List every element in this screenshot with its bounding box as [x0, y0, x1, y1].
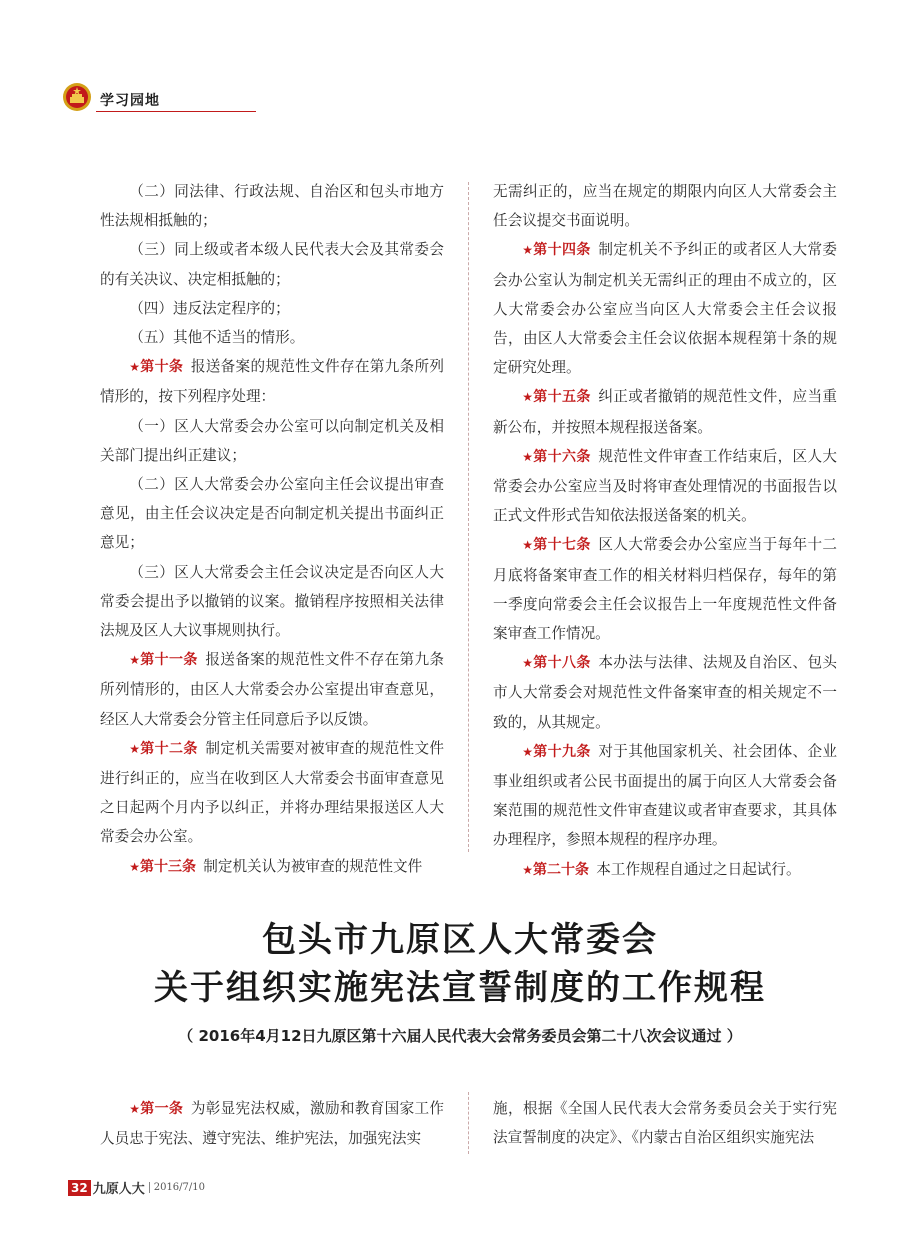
paragraph-text: 报送备案的规范性文件不存在第九条所列情形的，由区人大常委会办公室提出审查意见，经区人大常委会分管主任同意后予以反馈。 — [100, 651, 444, 728]
paragraph — [493, 737, 837, 855]
paragraph-text: 本工作规程自通过之日起试行。 — [596, 860, 801, 878]
issue-date: 2016/7/10 — [149, 1182, 205, 1193]
paragraph — [493, 648, 837, 737]
star-icon: ★ — [129, 1102, 141, 1116]
paragraph-text: 区人大常委会办公室应当于每年十二月底将备案审查工作的相关材料归档保存，每年的第一季度向常委会主任会议报告上一年度规范性文件备案审查工作情况。 — [493, 536, 837, 643]
paragraph — [493, 1094, 837, 1152]
article-number: 第一条 — [140, 1101, 184, 1117]
article-number: 第十条 — [140, 359, 184, 376]
paragraph-text: （五）其他不适当的情形。 — [129, 329, 305, 347]
star-icon: ★ — [522, 656, 534, 671]
star-icon: ★ — [522, 390, 534, 405]
paragraph-text: 规范性文件审查工作结束后，区人大常委会办公室应当及时将审查处理情况的书面报告以正式文件形式告知依法报送备案的机关。 — [493, 447, 837, 525]
article-number: 第十二条 — [140, 740, 198, 757]
article-title-line1: 包头市九原区人大常委会 — [262, 920, 658, 960]
star-icon: ★ — [522, 538, 534, 553]
paragraph — [493, 530, 837, 648]
paragraph-text: 施，根据《全国人民代表大会常务委员会关于实行宪法宣誓制度的决定》、《内蒙古自治区组织实施宪法 — [493, 1100, 837, 1147]
paragraph — [493, 177, 837, 235]
paragraph-text: 为彰显宪法权威，激励和教育国家工作人员忠于宪法、遵守宪法、维护宪法，加强宪法实 — [100, 1100, 444, 1148]
article-number: 第二十条 — [532, 861, 589, 878]
page-footer — [68, 1178, 205, 1196]
paragraph — [493, 855, 837, 885]
paragraph-text: （二）同法律、行政法规、自治区和包头市地方性法规相抵触的； — [100, 183, 444, 230]
header-rule — [96, 111, 256, 112]
article-number: 第十一条 — [140, 652, 198, 669]
paragraph — [100, 645, 444, 734]
paragraph-text: 制定机关不予纠正的或者区人大常委会办公室认为制定机关无需纠正的理由不成立的，区人大常委会办公室应当向区人大常委会主任会议报告，由区人大常委会主任会议依据本规程第十条的规定研究处理。 — [493, 241, 837, 377]
paragraph — [100, 235, 444, 293]
paragraph — [100, 412, 444, 470]
paragraph-text: （四）违反法定程序的； — [129, 299, 290, 317]
paragraph-text: 制定机关认为被审查的规范性文件 — [203, 857, 423, 875]
paragraph-text: 报送备案的规范性文件存在第九条所列情形的，按下列程序处理： — [100, 358, 444, 406]
star-icon: ★ — [522, 862, 533, 877]
right-column-bottom — [493, 1094, 837, 1152]
article-subtitle: （ 2016年4月12日九原区第十六届人民代表大会常务委员会第二十八次会议通过 ） — [178, 1027, 742, 1045]
paragraph-text: 纠正或者撤销的规范性文件，应当重新公布，并按照本规程报送备案。 — [493, 388, 837, 436]
paragraph — [100, 177, 444, 235]
article-number: 第十七条 — [533, 537, 591, 554]
paragraph — [100, 852, 444, 882]
article-title-line2: 关于组织实施宪法宣誓制度的工作规程 — [154, 968, 766, 1008]
star-icon: ★ — [522, 449, 534, 464]
paragraph — [100, 294, 444, 323]
paragraph — [493, 442, 837, 531]
section-label: 学习园地 — [100, 93, 160, 109]
star-icon: ★ — [522, 744, 534, 759]
paragraph — [100, 470, 444, 558]
star-icon: ★ — [129, 859, 140, 874]
left-column-top — [100, 177, 444, 882]
paragraph-text: 制定机关需要对被审查的规范性文件进行纠正的，应当在收到区人大常委会书面审查意见之日起两个月内予以纠正，并将办理结果报送区人大常委会办公室。 — [100, 739, 444, 846]
article-number: 第十五条 — [533, 389, 591, 406]
paragraph-text: （二）区人大常委会办公室向主任会议提出审查意见，由主任会议决定是否向制定机关提出书面纠正意见； — [100, 476, 444, 552]
national-emblem-icon — [62, 82, 92, 112]
paragraph — [100, 734, 444, 852]
column-divider — [468, 182, 469, 852]
left-column-bottom — [100, 1094, 444, 1153]
star-icon: ★ — [129, 360, 141, 375]
paragraph — [100, 323, 444, 352]
star-icon: ★ — [522, 243, 534, 258]
right-column-top — [493, 177, 837, 885]
article-number: 第十三条 — [139, 858, 196, 875]
paragraph-text: 本办法与法律、法规及自治区、包头市人大常委会对规范性文件备案审查的相关规定不一致的，从其规定。 — [493, 654, 837, 731]
paragraph-text: （一）区人大常委会办公室可以向制定机关及相关部门提出纠正建议； — [100, 417, 444, 464]
section-header — [62, 82, 202, 114]
paragraph-text: （三）区人大常委会主任会议决定是否向区人大常委会提出予以撤销的议案。撤销程序按照相关法律法规及区人大议事规则执行。 — [100, 563, 444, 640]
magazine-name: 九原人大 — [92, 1182, 145, 1197]
paragraph — [100, 558, 444, 646]
paragraph — [100, 1094, 444, 1153]
star-icon: ★ — [129, 653, 141, 668]
article-number: 第十四条 — [533, 242, 591, 259]
paragraph-text: （三）同上级或者本级人民代表大会及其常委会的有关决议、决定相抵触的； — [100, 241, 444, 288]
page-number: 32 — [68, 1180, 91, 1196]
article-number: 第十八条 — [533, 655, 591, 672]
paragraph-text: 无需纠正的，应当在规定的期限内向区人大常委会主任会议提交书面说明。 — [493, 183, 837, 230]
column-divider-bottom — [468, 1092, 469, 1154]
paragraph — [493, 235, 837, 382]
article-number: 第十九条 — [533, 743, 591, 760]
paragraph-text: 对于其他国家机关、社会团体、企业事业组织或者公民书面提出的属于向区人大常委会备案范围的规范性文件审查建议或者审查要求，其具体办理程序，参照本规程的程序办理。 — [493, 742, 837, 849]
paragraph — [493, 382, 837, 441]
paragraph — [100, 352, 444, 411]
article-number: 第十六条 — [533, 448, 591, 465]
star-icon: ★ — [129, 741, 141, 756]
